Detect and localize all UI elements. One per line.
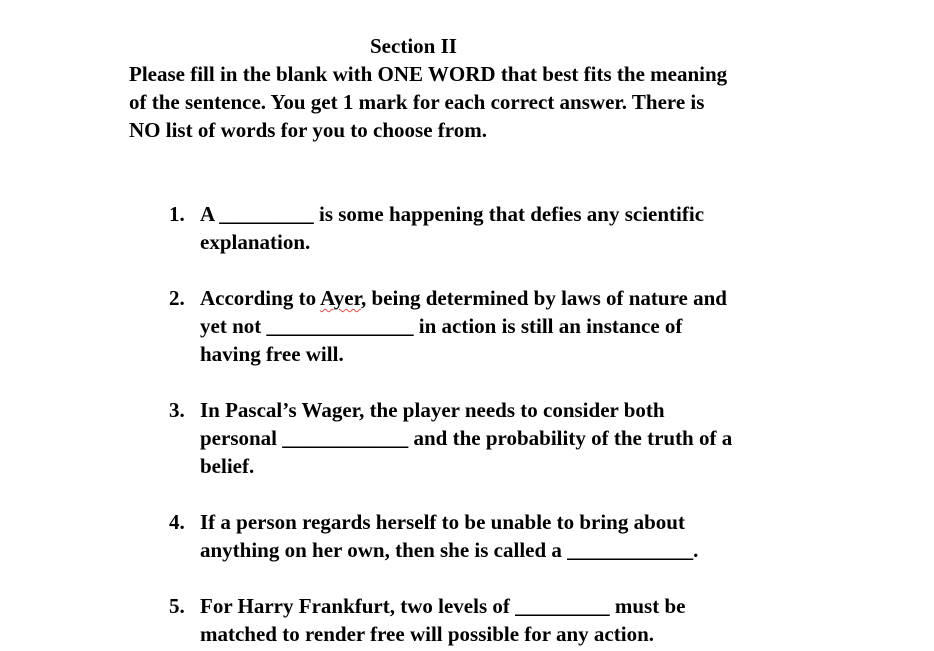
question-number: 4. xyxy=(169,510,185,534)
instructions-paragraph xyxy=(129,60,829,144)
spellcheck-flagged-word: Ayer xyxy=(320,286,361,310)
question-text xyxy=(200,592,840,648)
instructions-line: Please fill in the blank with ONE WORD that best fits the meaning xyxy=(129,62,728,86)
question-text xyxy=(200,200,840,256)
question-text xyxy=(200,396,840,480)
question-line xyxy=(200,284,840,312)
question-line: anything on her own, then she is called a ____________. xyxy=(200,538,699,562)
question-number: 3. xyxy=(169,398,185,422)
question-line: If a person regards herself to be unable to bring about xyxy=(200,510,685,534)
instructions-line: NO list of words for you to choose from. xyxy=(129,118,487,142)
question-text xyxy=(200,508,840,564)
question-number: 5. xyxy=(169,594,185,618)
question-text xyxy=(200,284,840,368)
question-line: yet not ______________ in action is still an instance of xyxy=(200,314,683,338)
question-line: In Pascal’s Wager, the player needs to consider both xyxy=(200,398,665,422)
question-line: A _________ is some happening that defies any scientific xyxy=(200,202,705,226)
question-line: personal ____________ and the probability of the truth of a xyxy=(200,426,733,450)
question-number: 2. xyxy=(169,286,185,310)
section-title: Section II xyxy=(370,34,457,58)
question-line: explanation. xyxy=(200,230,311,254)
question-line: For Harry Frankfurt, two levels of _________ must be xyxy=(200,594,686,618)
question-line: matched to render free will possible for any action. xyxy=(200,622,654,646)
instructions-line: of the sentence. You get 1 mark for each correct answer. There is xyxy=(129,90,705,114)
question-line-segment: , being determined by laws of nature and xyxy=(360,286,727,310)
question-line: having free will. xyxy=(200,342,344,366)
question-line-segment: According to xyxy=(200,286,321,310)
question-number: 1. xyxy=(169,202,185,226)
question-line: belief. xyxy=(200,454,255,478)
